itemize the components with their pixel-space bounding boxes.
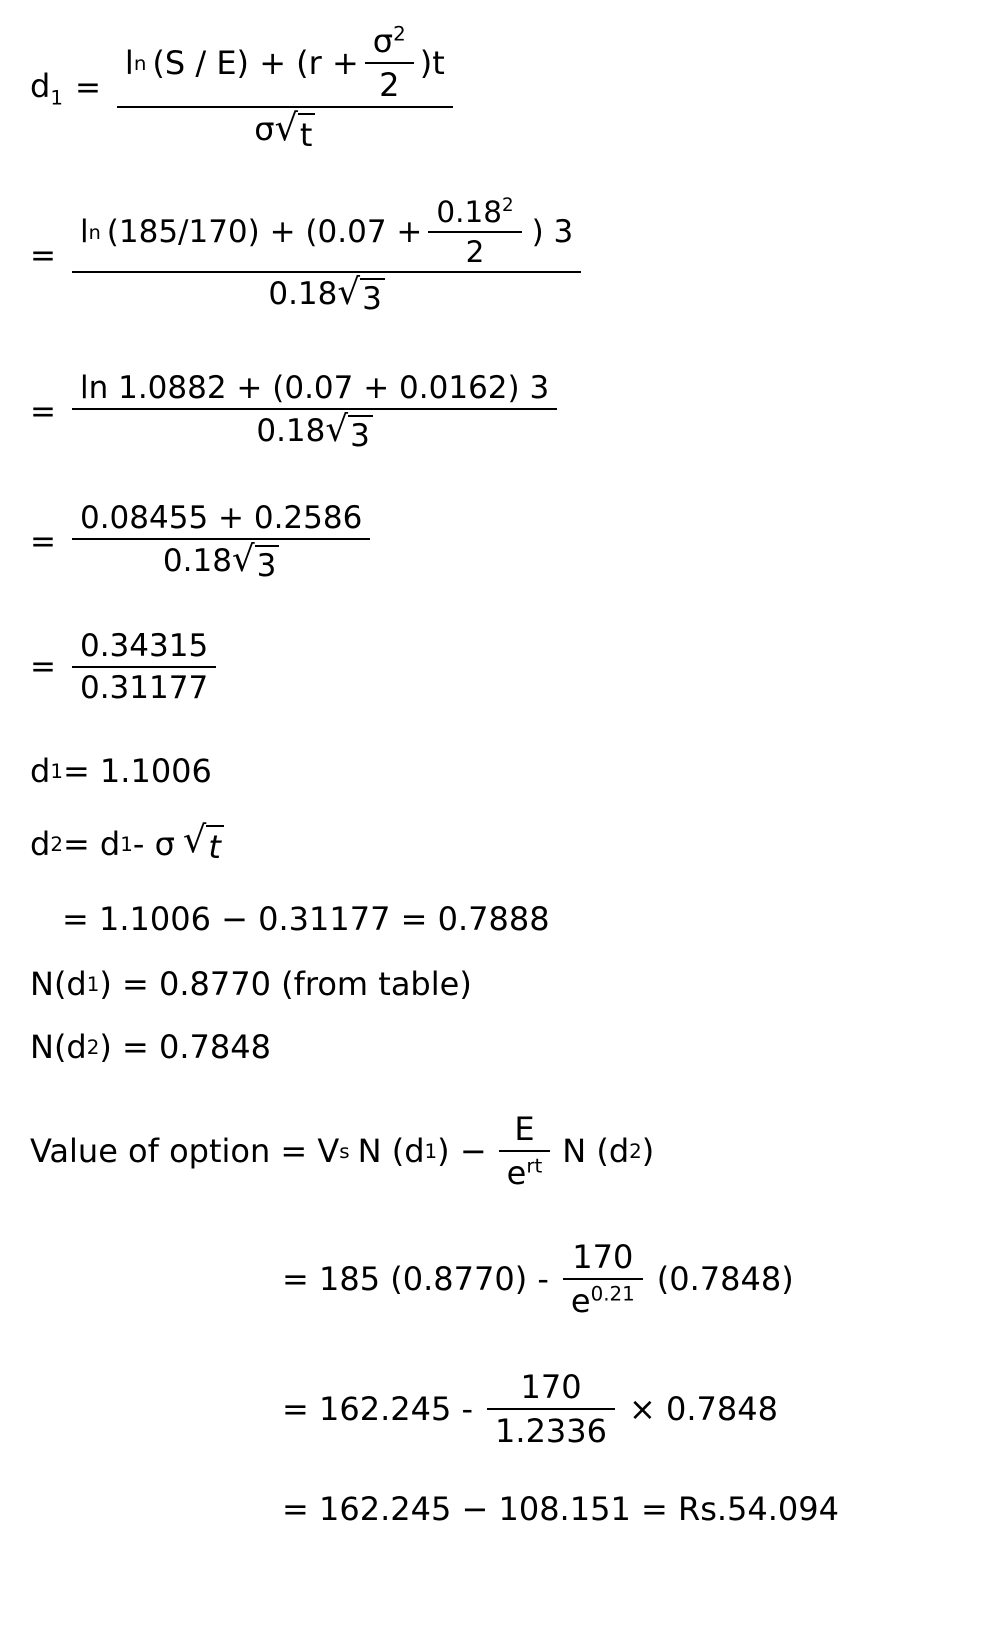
equals-sign: = — [30, 238, 56, 274]
sigma-squared-over-two — [365, 22, 414, 104]
fraction-substituted — [72, 195, 581, 317]
fraction-170-over-e021 — [563, 1238, 643, 1320]
denominator: 0.31177 — [72, 666, 216, 706]
denominator: 0.18 √ 3 — [72, 538, 370, 584]
fraction-170-over-12336 — [487, 1368, 615, 1450]
sqrt-3: √ 3 — [337, 275, 384, 317]
equals-sign: = — [30, 649, 56, 685]
equals-sign: = — [30, 524, 56, 560]
denominator-12336: 1.2336 — [487, 1408, 615, 1450]
equation-value-of-option: Value of option = V s N (d 1 ) − $\frac{E}{e^{rt}}$ N (d 2 ) — [30, 1110, 655, 1192]
fraction-final — [72, 628, 216, 706]
denominator: 0.18 √ 3 — [72, 271, 581, 317]
equation-final-fraction — [30, 628, 222, 706]
sqrt-3: √ 3 — [232, 542, 279, 584]
d1-label: $d_1$ — [30, 66, 63, 110]
sqrt-t: √ t — [274, 110, 315, 154]
sqrt-3: √ 3 — [325, 412, 372, 454]
equation-substituted-values — [30, 195, 587, 317]
value-n-d1: N(d 1 ) = 0.8770 (from table) — [30, 965, 472, 1003]
final-answer: = 162.245 − 108.151 = Rs.54.094 — [282, 1490, 839, 1528]
zero-point-one-eight-squared: 0.18$^2$ — [436, 195, 514, 229]
denominator-e021: $e^{0.21}$ — [563, 1278, 643, 1320]
value-n-d2: N(d 2 ) = 0.7848 — [30, 1028, 271, 1066]
sigma-squared: $\sigma^2$ — [372, 22, 406, 60]
equals-sign: = — [30, 394, 56, 430]
numerator-170: 170 — [520, 1368, 582, 1406]
denominator-ert: $e^{rt}$ — [499, 1150, 551, 1192]
numerator-E: E — [514, 1110, 535, 1148]
numerator: l n (S / E) + (r + $\frac{\sigma^2}{2}$ )t — [124, 22, 445, 104]
equals-sign: = — [74, 70, 101, 106]
result-d2: = 1.1006 − 0.31177 = 0.7888 — [62, 900, 550, 938]
result-d1: d 1 = 1.1006 — [30, 752, 212, 790]
denominator: 0.18 √ 3 — [72, 408, 557, 454]
equation-log-expanded — [30, 370, 563, 454]
volatility-squared-over-two — [428, 195, 521, 269]
equation-d2-definition: d 2 = d 1 - σ √ t — [30, 822, 224, 866]
numerator: 0.08455 + 0.2586 — [79, 500, 363, 536]
equation-option-step1: = 185 (0.8770) - $\frac{170}{e^{0.21}}$ (0.7848) — [282, 1238, 794, 1320]
equation-d1-definition — [30, 22, 459, 154]
numerator: l n (185/170) + (0.07 + $\frac{0.18^2}{2}$ ) 3 — [79, 195, 574, 269]
two: 2 — [428, 231, 521, 269]
fraction-numeric-sum — [72, 500, 370, 584]
numerator: 0.34315 — [79, 628, 209, 664]
fraction-E-over-ert — [499, 1110, 551, 1192]
two: 2 — [365, 62, 414, 104]
equation-option-step2: = 162.245 - $\frac{170}{1.2336}$ × 0.7848 — [282, 1368, 778, 1450]
sqrt-t: √ t — [183, 822, 224, 866]
fraction-log-expanded — [72, 370, 557, 454]
fraction-d1 — [117, 22, 453, 154]
numerator: ln 1.0882 + (0.07 + 0.0162) 3 — [79, 370, 550, 406]
denominator: σ √ t — [117, 106, 453, 154]
numerator-170: 170 — [572, 1238, 634, 1276]
equation-numeric-sum — [30, 500, 376, 584]
